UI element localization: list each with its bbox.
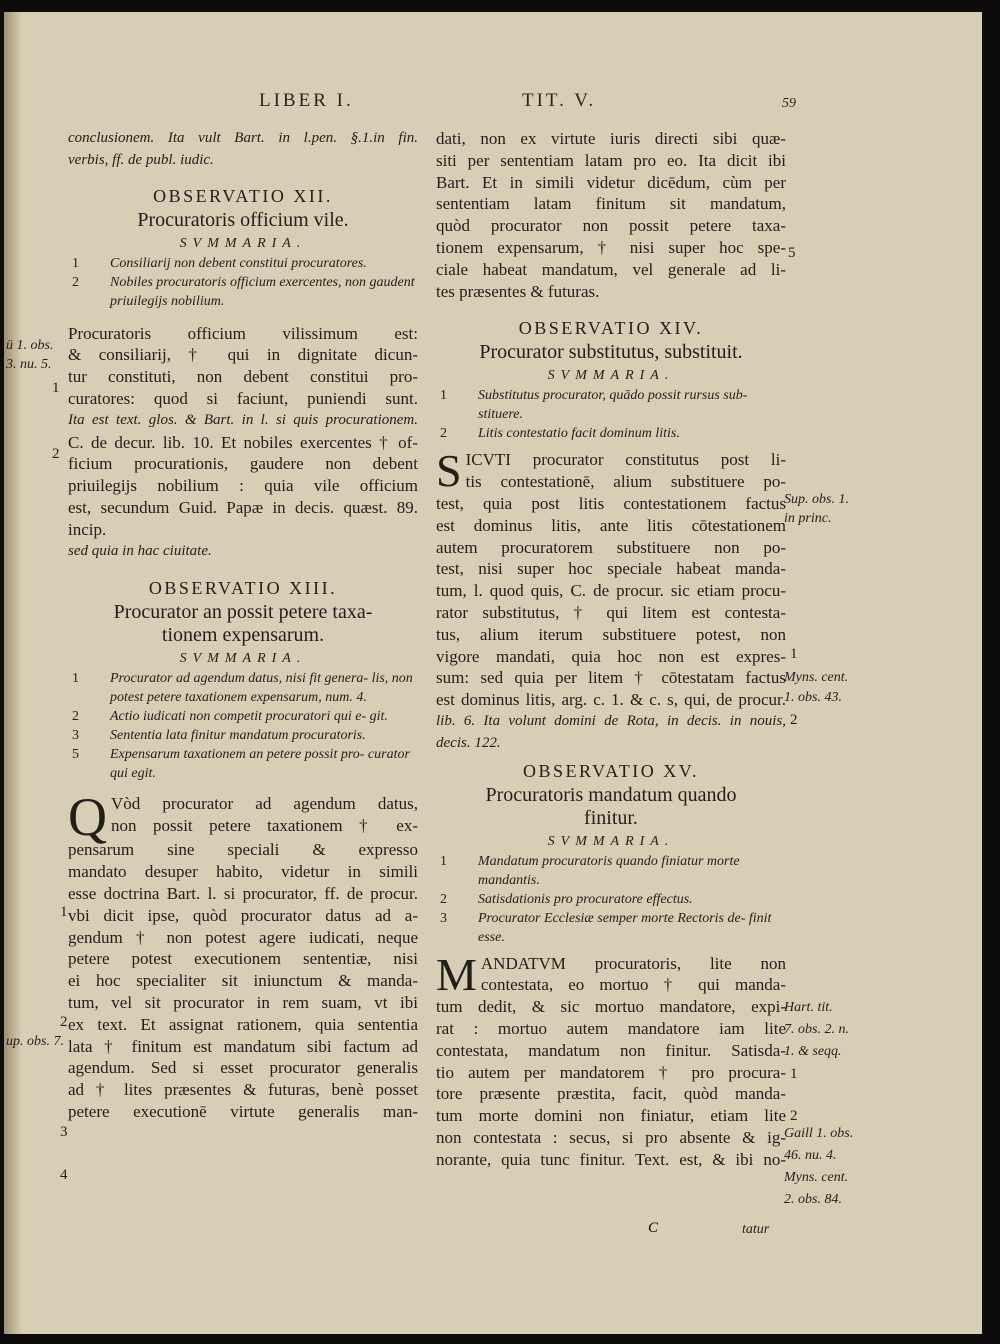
margin-number: 4	[60, 1167, 68, 1183]
body-line: tes præsentes & futuras.	[436, 281, 600, 301]
body-line: decis. 122.	[436, 734, 501, 751]
body-line: petere executionē virtute generalis man-	[68, 1101, 418, 1121]
margin-note: ü 1. obs.	[6, 338, 54, 353]
body-line: priuilegijs nobilium : quia vile officium	[68, 476, 418, 496]
body-line: contestata, eo mortuo † qui manda-	[480, 975, 786, 995]
margin-number: 1	[790, 646, 798, 662]
body-line: esse doctrina Bart. l. si procurator, ff. de procur.	[68, 883, 418, 903]
margin-note: Myns. cent.	[784, 1170, 849, 1185]
body-line: pensarum sine speciali & expresso	[68, 840, 418, 860]
summaria-label: SVMMARIA.	[179, 651, 307, 667]
body-line: ex text. Et assignat rationem, quia sententia	[68, 1014, 418, 1034]
summary-item: 5 Expensarum taxationem an petere possit pro- curator qui egit.	[72, 747, 410, 782]
summary-item: 3 Sententia lata finitur mandatum procuratoris.	[72, 728, 366, 744]
body-line: ad † lites præsentes & futuras, benè posset	[68, 1080, 418, 1100]
body-line: est dominus litis, arg. c. 1. & c. s, qui, de procur.	[436, 690, 786, 710]
observation-title: Procuratoris officium vile.	[137, 208, 349, 231]
body-line: contestata, mandatum non finitur. Satisda-	[436, 1040, 786, 1060]
catchword: tatur	[742, 1222, 770, 1237]
body-line: Ita est text. glos. & Bart. in l. si quis procurationem.	[68, 411, 418, 428]
body-line: dati, non ex virtute iuris directi sibi quæ-	[436, 129, 786, 148]
summary-item: 1 Mandatum procuratoris quando finiatur morte mandantis.	[440, 853, 740, 888]
margin-number: 1	[52, 380, 60, 396]
body-line: vbi dicit ipse, quòd procurator datus ad a-	[68, 905, 418, 925]
summary-item: 2 Nobiles procuratoris officium exercentes, non gaudent priuilegijs nobilium.	[72, 274, 415, 309]
margin-note: Sup. obs. 1.	[784, 492, 849, 507]
body-line: quòd procurator non possit petere taxa-	[436, 216, 786, 236]
body-line: & consiliarij, † qui in dignitate dicun-	[68, 345, 418, 365]
body-line: est dominus litis, ante litis cōtestationem	[436, 515, 786, 535]
body-line: tur constituti, non debent constitui pro-	[68, 367, 418, 387]
body-line: Bart. Et in simili videtur dicēdum, cùm per	[436, 172, 786, 192]
summary-item: 1 Procurator ad agendum datus, nisi fit genera- lis, non potest petere taxationem expensarum, num. 4.	[72, 671, 413, 706]
body-line: gendum † non potest agere iudicati, neque	[68, 927, 418, 947]
body-line: autem procuratorem substituere non po-	[436, 537, 786, 557]
drop-cap: S	[436, 445, 462, 497]
body-line: tis contestationē, alium substituere po-	[465, 472, 786, 492]
body-line: rator substitutus, † qui litem est contesta-	[436, 602, 786, 622]
observation-body	[436, 445, 786, 754]
continuation-line: conclusionem. Ita vult Bart. in l.pen. §.1.in fin.	[68, 130, 418, 146]
margin-note: Hart. tit.	[784, 1000, 833, 1015]
observation-title: Procuratoris mandatum quando finitur.	[485, 783, 737, 829]
right-column	[436, 128, 786, 1171]
observation-body	[436, 948, 786, 1171]
body-line: curatores: quod si faciunt, puniendi sunt.	[68, 388, 418, 408]
observation-title: Procurator substitutus, substituit.	[479, 341, 743, 364]
margin-note: 1. obs. 43.	[784, 690, 842, 705]
margin-note: 1. & seqq.	[784, 1044, 842, 1059]
continuation-line: verbis, ff. de publ. iudic.	[68, 151, 214, 168]
margin-number: 1	[60, 904, 68, 920]
summaria-label: SVMMARIA.	[547, 368, 675, 384]
body-line: non contestata : secus, si pro absente & ig-	[436, 1127, 786, 1147]
body-line: lata † finitum est mandatum sibi factum ad	[68, 1036, 418, 1056]
body-line: tus, alium iterum substituere potest, non	[436, 624, 786, 644]
margin-number: 2	[60, 1014, 68, 1030]
body-line: rat : mortuo autem mandatore iam lite	[436, 1018, 786, 1038]
observation-heading: OBSERVATIO XIV.	[518, 318, 704, 339]
summary-item: 2 Satisdationis pro procuratore effectus.	[440, 891, 693, 907]
margin-number: 2	[790, 1108, 798, 1124]
summaria-label: SVMMARIA.	[547, 833, 675, 849]
left-column	[68, 128, 418, 1123]
body-line: tore præsente præstita, facit, quòd manda-	[436, 1084, 786, 1104]
margin-note: Myns. cent.	[784, 670, 849, 685]
body-line: mandato desuper habito, videtur in simili	[68, 862, 418, 882]
book-page	[4, 12, 982, 1334]
body-line: C. de decur. lib. 10. Et nobiles exercentes † of-	[68, 432, 418, 452]
body-line: test, nisi super hoc speciale habeat manda-	[436, 559, 786, 579]
summary-item: 2 Actio iudicati non competit procuratori qui e- git.	[72, 709, 388, 725]
body-line: test, quia post litis contestationem factus	[436, 493, 786, 513]
drop-cap: M	[436, 948, 477, 1000]
body-line: tum, vel sit procurator in rem suam, vt ibi	[68, 992, 418, 1012]
body-line: siti per sententiam latam pro eo. Ita dicit ibi	[436, 150, 786, 170]
observation-body	[68, 323, 418, 563]
summary-item: 1 Substitutus procurator, quādo possit rursus sub- stituere.	[440, 388, 748, 423]
body-line: norante, quia tunc finitur. Text. est, & ibi no-	[436, 1149, 786, 1169]
body-line: ei hoc specialiter sit iniunctum & manda-	[68, 971, 418, 991]
body-line: ICVTI procurator constitutus post li-	[465, 450, 786, 470]
body-line: ficium procurationis, gaudere non debent	[68, 454, 418, 474]
body-line: tum dedit, & sic mortuo mandatore, expi-	[436, 997, 786, 1017]
observation-heading: OBSERVATIO XII.	[153, 185, 333, 206]
body-line: non possit petere taxationem † ex-	[111, 816, 418, 836]
observation-heading: OBSERVATIO XIII.	[148, 578, 338, 599]
body-line: sed quia in hac ciuitate.	[68, 542, 212, 559]
margin-note: in princ.	[784, 511, 832, 526]
summary-item: 2 Litis contestatio facit dominum litis.	[440, 426, 680, 442]
summaria-label: SVMMARIA.	[179, 235, 307, 251]
running-head-left: LIBER I.	[259, 90, 354, 111]
observation-title: Procurator an possit petere taxa- tionem expensarum.	[113, 601, 373, 647]
drop-cap: Q	[68, 787, 107, 848]
margin-note: 3. nu. 5.	[6, 357, 52, 372]
body-line: ciale habeat mandatum, vel generale ad li-	[436, 259, 786, 279]
summary-item: 3 Procurator Ecclesiæ semper morte Rectoris de- finit esse.	[440, 910, 772, 945]
observation-heading: OBSERVATIO XV.	[523, 760, 699, 781]
margin-number: 3	[60, 1124, 68, 1140]
body-line: tum morte domini non finiatur, etiam lite	[436, 1106, 786, 1126]
margin-note: 2. obs. 84.	[784, 1192, 842, 1207]
body-line: agendum. Sed si esset procurator generalis	[68, 1058, 418, 1078]
body-line: sententiam latam finitum sit mandatum,	[436, 194, 786, 214]
margin-number: 1	[790, 1066, 798, 1082]
observation-body	[68, 787, 418, 1122]
margin-note: 46. nu. 4.	[784, 1148, 837, 1163]
summary-item: 1 Consiliarij non debent constitui procuratores.	[72, 255, 367, 271]
body-line: Procuratoris officium vilissimum est:	[68, 323, 418, 343]
margin-note: 7. obs. 2. n.	[784, 1022, 849, 1037]
body-line: Vòd procurator ad agendum datus,	[111, 794, 418, 814]
margin-number: 2	[790, 712, 798, 728]
body-line: ANDATVM procuratoris, lite non	[480, 953, 786, 973]
body-line: vigore mandati, quia hoc non est expres-	[436, 646, 786, 666]
page-gutter-shadow	[4, 12, 22, 1334]
margin-number: 5	[788, 245, 796, 261]
body-line: lib. 6. Ita volunt domini de Rota, in decis. in nouis,	[436, 712, 786, 729]
margin-note: Gaill 1. obs.	[784, 1126, 854, 1141]
margin-note: up. obs. 7.	[6, 1034, 64, 1049]
page-number: 59	[782, 96, 796, 111]
body-line: petere potest executionem sententiæ, nisi	[68, 949, 418, 969]
body-line: est, secundum Guid. Papæ in decis. quæst. 89. incip.	[68, 497, 418, 539]
running-head-right: TIT. V.	[522, 90, 597, 111]
body-line: tio autem per mandatorem † pro procura-	[436, 1062, 786, 1082]
body-line: sum: sed quia per litem † cōtestatam factus	[436, 668, 786, 688]
margin-number: 2	[52, 446, 60, 462]
signature-mark: C	[648, 1220, 659, 1236]
body-line: tum, l. quod quis, C. de procur. sic etiam procu-	[436, 581, 786, 601]
body-line: tionem expensarum, † nisi super hoc spe-	[436, 237, 786, 257]
